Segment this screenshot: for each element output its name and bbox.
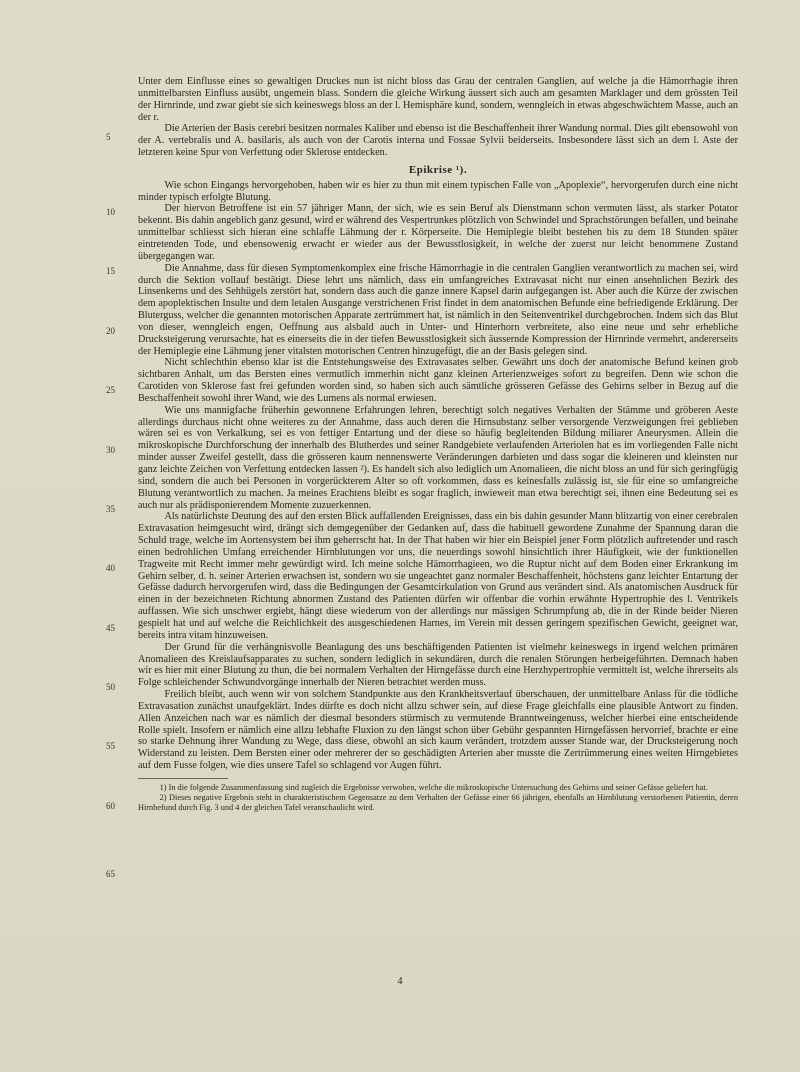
line-number: 65 (106, 869, 115, 879)
line-number: 45 (106, 623, 115, 633)
line-number: 25 (106, 385, 115, 395)
paragraph: Die Arterien der Basis cerebri besitzen normales Kaliber und ebenso ist die Beschaffenheit ihrer Wandung normal. Dies gilt ebensowohl von der A. vertebralis und A. basilaris, als auch von der Carotis interna und Fossae Sylvii beiderseits. Insbesondere lässt sich an dem l. Aste der letzteren keine Spur von Verfettung oder Sklerose entdecken. (138, 123, 738, 159)
line-number: 35 (106, 504, 115, 514)
footnote: 2) Dieses negative Ergebnis steht in charakteristischem Gegensatze zu dem Verhalten der Gefässe einer 66 jährigen, ebenfalls an Hirnblutung verstorbenen Patientin, deren Hirnbefund durch Fig. 3 und 4 der gleichen Tafel veranschaulicht wird. (138, 792, 738, 812)
paragraph: Der hiervon Betroffene ist ein 57 jähriger Mann, der sich, wie es sein Beruf als Dienstmann schon vermuten lässt, als starker Potator bekennt. Bis dahin angeblich ganz gesund, wird er während des Vespertrunkes plötzlich von Schwindel und Sprachstörungen befallen, und beinahe unmittelbar schliesst sich hieran eine schlaffe Lähmung der r. Körperseite. Die Hemiplegie bleibt bestehen bis zu dem 18 Stunden später eintretenden Tode, und ebensowenig erwacht er wieder aus der Bewusstlosigkeit, in welche der zuerst nur leicht benommene Zustand übergegangen war. (138, 203, 738, 262)
line-number: 20 (106, 326, 115, 336)
paragraph: Nicht schlechthin ebenso klar ist die Entstehungsweise des Extravasates selber. Gewährt uns doch der anatomische Befund keinen grob sichtbaren Anhalt, um das Bersten eines vermutlich immerhin nicht ganz kleinen Arterienzweiges sofort zu begreifen. Denn wie schon die Carotiden von Sklerose fast frei gefunden worden sind, so haben sich auch sämtliche grösseren Gefässe des Gehirns selber in Bezug auf die Beschaffenheit sowohl ihrer Wand, wie des Lumens als normal erwiesen. (138, 357, 738, 404)
paragraph: Wie schon Eingangs hervorgehoben, haben wir es hier zu thun mit einem typischen Falle von „Apoplexie“, hervorgerufen durch eine nicht minder typisch erfolgte Blutung. (138, 179, 738, 203)
footnote-divider (138, 778, 228, 779)
paragraph: Unter dem Einflusse eines so gewaltigen Druckes nun ist nicht bloss das Grau der centralen Ganglien, auf welche ja die Hämorrhagie ihren unmittelbarsten Einfluss ausübt, ungemein blass. Sondern die gleiche Wirkung äussert sich auch am gesamten Marklager und dem grössten Teil der Hirnrinde, und zwar giebt sie sich keineswegs bloss an der l. Hemisphäre kund, sondern, wenngleich in etwas abgeschwächtem Masse, auch an der r. (138, 76, 738, 123)
line-number: 40 (106, 563, 115, 573)
paragraph: Wie uns mannigfache früherhin gewonnene Erfahrungen lehren, berechtigt solch negatives Verhalten der Stämme und gröberen Aeste allerdings durchaus nicht ohne weiteres zu der Annahme, dass auch deren die Hirnsubstanz selber versorgende Verzweigungen frei geblieben wären sei es von Verkalkung, sei es von fettiger Entartung und der diese so häufig begleitenden Bildung miliarer Aneurysmen. Allein die mikroskopische Durchforschung der innerhalb des Blutherdes und seiner Randgebiete verlaufenden Arteriolen hat es im vorliegenden Falle nicht minder ausser Zweifel gestellt, dass die grösseren kaum nennenswerte Veränderungen darbieten und dass sogar die kleineren und kleinsten nur ganz leichte Zeichen von Verfettung entdecken lassen ²). Es handelt sich also lediglich um Anomalieen, die nicht bloss an und für sich geringfügig sind, sondern die auch bei Personen in vorgerückterem Alter so oft vorkommen, dass es keinesfalls zulässig ist, sie für eine so umfangreiche Blutung verantwortlich zu machen. Ja meines Erachtens bleibt es sogar fraglich, inwieweit man etwa berechtigt sei, ihnen eine Bedeutung sei es auch nur als prädisponierendem Momente zuzuerkennen. (138, 404, 738, 511)
line-number: 10 (106, 207, 115, 217)
line-number: 60 (106, 801, 115, 811)
line-number: 5 (106, 132, 111, 142)
line-number: 15 (106, 266, 115, 276)
page-number: 4 (397, 976, 403, 987)
paragraph: Als natürlichste Deutung des auf den ersten Blick auffallenden Ereignisses, dass ein bis dahin gesunder Mann blitzartig von einer cerebralen Extravasation heimgesucht wird, drängt sich demgegenüber der Gedanken auf, dass die habituell gewordene Zunahme der Spannung daran die Schuld trage, welche im Aortensystem bei ihm geherrscht hat. In der That haben wir hier ein Beispiel jener Form plötzlich auftretender und rasch einen bedrohlichen Umfang erreichender Hirnblutungen vor uns, die neuerdings sowohl hinsichtlich ihrer Häufigkeit, wie der funktionellen Tragweite mit Recht immer mehr gewürdigt wird. Ich meine solche Hämorrhagieen, wo die Ruptur nicht auf dem Boden einer Erkrankung im Gehirn selber, d. h. seiner Arterien erwachsen ist, sondern wo sie ungeachtet ganz normaler Beschaffenheit, höchstens ganz leichter Entartung der Gefässe dadurch hervorgerufen wird, dass die Bedingungen der Gesamtcirkulation von Grund aus verändert sind. Als anatomischen Ausdruck für einen in der bezeichneten Richtung abnormen Zustand des Patienten dürfen wir offenbar die vorhin erwähnte Hypertrophie des l. Ventrikels auffassen. Wie sich unschwer ergiebt, hängt diese wiederum von der allerdings nur mässigen Schrumpfung ab, die in der Rinde beider Nieren gespielt hat und auf welche die Reichlichkeit des ausgeschiedenen Harnes, im Verein mit dessen geringem spezifischen Gewicht, geeignet war, bereits intra vitam hinzuweisen. (138, 511, 738, 641)
paragraph: Die Annahme, dass für diesen Symptomenkomplex eine frische Hämorrhagie in die centralen Ganglien verantwortlich zu machen sei, wird durch die Sektion vollauf bestätigt. Diese lehrt uns nämlich, dass ein umfangreiches Extravasat nicht nur einen ansehnlichen Bezirk des Linsenkerns und des Sehhügels zerstört hat, sondern dass auch die ganze innere Kapsel darin aufgegangen ist. Aber auch die Kürze der zwischen dem apoplektischen Insulte und dem letalen Ausgange verstrichenen Frist findet in dem anatomischen Befunde eine befriedigende Erklärung. Der Bluterguss, welcher die genannten motorischen Apparate zertrümmert hat, ist nämlich in den Seitenventrikel durchgebrochen. Indem sich das Blut von dieser, wenngleich engen, Oeffnung aus alsbald auch in Unter- und Hinterhorn verbreitete, also eine neue und sehr erhebliche Drucksteigerung verursachte, hat es einerseits die in der tiefen Bewusstlosigkeit sich äussernde Kompression der Hirnrinde vermehrt, andererseits der Hemiplegie eine Lähmung jener vitalsten motorischen Centren hinzugefügt, die an der Basis gelegen sind. (138, 262, 738, 357)
line-number: 55 (106, 741, 115, 751)
paragraph: Der Grund für die verhängnisvolle Beanlagung des uns beschäftigenden Patienten ist vielmehr keineswegs in irgend welchen primären Anomalieen des Kreislaufsapparates zu suchen, sondern lediglich in sekundären, durch die renalen Störungen herbeigeführten. Demnach haben wir es hier mit einer Blutung zu thun, die bei normalem Verhalten der Hirngefässe durch eine Herzhypertrophie vermittelt ist, welche ihrerseits als Folge schleichender Schwundvorgänge innerhalb der Nieren betrachtet werden muss. (138, 641, 738, 689)
section-heading: Epikrise ¹). (408, 163, 468, 176)
footnote: 1) In die folgende Zusammenfassung sind zugleich die Ergebnisse verwoben, welche die mikroskopische Untersuchung des Gehirns und seiner Gefässe geliefert hat. (159, 782, 708, 792)
line-number: 30 (106, 445, 115, 455)
body-text (138, 76, 738, 813)
line-number: 50 (106, 682, 115, 692)
paragraph: Freilich bleibt, auch wenn wir von solchem Standpunkte aus den Krankheitsverlauf überschauen, der unmittelbare Anlass für die tödliche Extravasation zunächst unaufgeklärt. Indes dürfte es doch nicht allzu schwer sein, auf diese Frage gleichfalls eine plausible Antwort zu finden. Allen Anzeichen nach war es nämlich der diesmal besonders stürmisch zu vermutende Branntweingenuss, welcher hierbei eine entscheidende Rolle spielt. Insofern er nämlich eine allzu lebhafte Fluxion zu den längst schon über Gebühr gespannten Hirngefässen hervorrief, brachte er eine so starke Dehnung ihrer Wandung zu Wege, dass diese, obwohl an sich kaum verändert, trotzdem ausser Stande war, der Drucksteigerung noch Widerstand zu leisten. Dem Bersten einer oder mehrerer der so geschädigten Arterien aber musste die Zertrümmerung eines weiten Hirngebietes auf dem Fusse folgen, wie dies unsere Tafel so schlagend vor Augen führt. (138, 689, 738, 772)
